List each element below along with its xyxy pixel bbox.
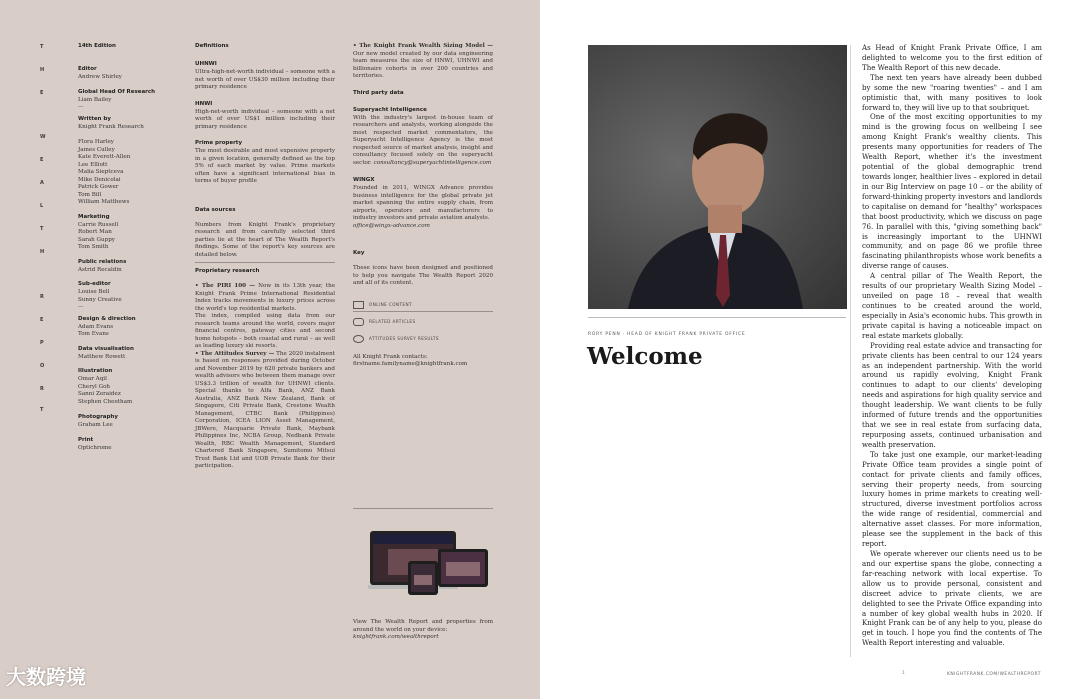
credit-name: Carrie Russell [78, 221, 119, 228]
credit-heading: Illustration [78, 368, 113, 374]
wingx-email[interactable]: office@wingx-advance.com [353, 222, 430, 229]
credit-name: Optichrome [78, 444, 112, 451]
credit-heading: Design & direction [78, 315, 136, 322]
link-icon [353, 318, 364, 326]
uhnwi-definition: Ultra-high-net-worth individual – someone with a net worth of over US$30 million including their primary residence [195, 69, 335, 90]
paragraph: As Head of Knight Frank Private Office, I am delighted to welcome you to the first edition of The Wealth Report of this new decade. [862, 43, 1042, 72]
credit-name: Adam Evans [78, 323, 114, 330]
watermark: 大数跨境 [6, 665, 86, 689]
title-letter: R [40, 294, 44, 300]
title-letter: A [40, 180, 44, 186]
paragraph: One of the most exciting opportunities to my mind is the growing focus on wellbeing I see among Knight Frank's wealthy clients. This presents many opportunities for readers of The Wealth Report, whether it's the investment potential of the global demographic trend towards longer, healthier lives – explored in detail in our Big Interview on page 10 – or the ability of forward-thinking property investors and landlords to capitalise on demand for "healthy" workspaces that boost productivity, which we discuss on page 76. In parallel with this, "giving something back" is increasingly important to the UHNWI community, and on page 86 we profile three fascinating philanthropists whose work benefits a diverse range of causes. [862, 112, 1042, 271]
credit-name: Flora Harley [78, 139, 114, 145]
paragraph: A central pillar of The Wealth Report, the results of our proprietary Wealth Sizing Model – unveiled on page 18 – reveal that wealth continues to be created around the world, especially in Asia's economic hubs. This growth in private capital is having a noticeable impact on real estate markets globally. [862, 271, 1042, 340]
credit-name: Matthew Rowett [78, 353, 126, 360]
attitudes-text [195, 351, 335, 471]
title-letter: T [40, 226, 44, 232]
credit-name: Graham Lee [78, 422, 113, 428]
credit-name: Cheryl Goh [78, 383, 111, 390]
credit-name: Omar Aqil [78, 376, 107, 382]
data-sources-text: Numbers from Knight Frank's proprietary research and from carefully selected third parties lie at the heart of The Wealth Report's findings. Some of the report's key sources are detailed below. [195, 221, 335, 258]
divider [195, 262, 335, 263]
divider-dash: — [78, 304, 84, 310]
view-note [353, 619, 493, 642]
credit-heading: Sub-editor [78, 281, 111, 287]
credit-heading: Written by [78, 115, 111, 122]
credit-name: Andrew Shirley [78, 74, 122, 80]
sizing-body: Our new model created by our data engineering team measures the size of HNWI, UHNWI and billionaire cohorts in over 200 countries and territories. [353, 50, 493, 79]
piri-body: Now in its 13th year, the Knight Frank Prime International Residential Index tracks movements in luxury prices across the world's top residential markets. [195, 283, 336, 312]
title-letter: P [40, 340, 44, 346]
credit-name: Robert Man [78, 229, 112, 235]
chart-icon [353, 335, 364, 343]
sizing-lead: • The Knight Frank Wealth Sizing Model — [353, 43, 493, 49]
credit-name: Sanni Zeraidez [78, 391, 121, 397]
credit-name: Stephen Cheetham [78, 398, 133, 405]
title-letter: W [40, 134, 46, 140]
page-number: 1 [902, 671, 905, 676]
piri-text-2: The index, compiled using data from our research teams around the world, covers major financial centres, gateway cities and second home hotspots – both coastal and rural – as well as leading luxury ski resorts. [195, 313, 335, 349]
title-letter: H [40, 249, 45, 255]
credit-heading: Marketing [78, 213, 110, 220]
credit-heading: Global Head Of Research [78, 88, 156, 95]
credit-name: Mike Denicolai [78, 176, 121, 183]
credit-name: Louise Bell [78, 289, 110, 295]
piri-lead: • The PIRI 100 — [195, 283, 255, 289]
title-letter: L [40, 203, 44, 209]
data-sources-heading: Data sources [195, 206, 236, 213]
credit-heading: Editor [78, 66, 97, 72]
title-letter: H [40, 67, 45, 73]
paragraph: Providing real estate advice and transacting for private clients has been central to our 124 years as an independent partnership. With the world around us rapidly evolving, Knight Frank continues to adapt to our clients' developing needs and aspirations for high quality service and thought leadership. We want clients to be fully informed of future trends and the opportunities that we see in real estate from surfacing data, repurposing assets, continued urbanisation and wealth preservation. [862, 340, 1042, 449]
credit-name: Patrick Gower [78, 184, 119, 190]
credit-name: Maïia Sieptceva [78, 169, 124, 175]
column-divider [850, 45, 851, 657]
superyacht-email[interactable]: consultancy@superyachtintelligence.com [373, 159, 492, 166]
view-url[interactable]: knightfrank.com/wealthreport [353, 634, 439, 640]
hnwi-heading: HNWI [195, 100, 213, 107]
credit-name: William Matthews [78, 199, 130, 205]
credit-name: Tom Smith [78, 244, 109, 250]
definitions-heading: Definitions [195, 43, 229, 49]
superyacht-heading: Superyacht Intelligence [353, 106, 427, 113]
wingx-heading: WINGX [353, 177, 375, 183]
uhnwi-heading: UHNWI [195, 61, 217, 67]
paragraph: We operate wherever our clients need us to be and our expertise spans the globe, connecting a far-reaching network with local expertise. To allow us to provide personal, consistent and discreet advice to private clients, we are delighted to see the Private Office expanding into a number of key global wealth hubs in 2020. If Knight Frank can be of any help to you, please do get in touch. I hope you find the contents of The Wealth Report interesting and valuable. [862, 549, 1042, 648]
attitudes-lead: • The Attitudes Survey — [195, 350, 275, 357]
credit-name: James Culley [78, 146, 115, 153]
credit-name: Tom Evans [78, 331, 109, 337]
third-party-column [353, 43, 493, 369]
title-letter: O [40, 363, 45, 369]
key-online-content: ONLINE CONTENT [353, 301, 493, 309]
key-attitudes-survey: ATTITUDES SURVEY RESULTS [353, 335, 493, 343]
title-letter: T [40, 407, 44, 413]
title-letter: T [40, 44, 44, 50]
piri-text [195, 283, 335, 313]
third-party-heading: Third party data [353, 89, 404, 96]
credit-name: Astrid Recaldin [78, 266, 122, 273]
devices-illustration [368, 527, 492, 597]
credit-name: Lee Elliott [78, 161, 108, 168]
credits-column [78, 43, 173, 452]
definitions-column [195, 43, 335, 471]
attitudes-body: The 2020 instalment is based on responses provided during October and November 2019 by 620 private bankers and wealth advisors who between them manage over US$3.3 trillion of wealth for UHNWI clients. Special thanks to Alfa Bank, ANZ Bank Australia, ANZ Bank New Zealand, Bank of Singapore, Citi Private Bank, Crestone Wealth Management, CTBC Bank (Philippines) Corporation, ICEA LION Asset Management, JBWere, Macquarie Private Bank, Maybank Philippines Inc, NCBA Group, Nedbank Private Wealth, RBC Wealth Management, Standard Chartered Bank Singapore, Sumitomo Mitsui Trust Bank Ltd and UOB Private Bank for their participation. [195, 350, 335, 469]
title-letter: R [40, 386, 44, 392]
contacts-label: All Knight Frank contacts: [353, 353, 428, 360]
key-related-articles: RELATED ARTICLES [353, 318, 493, 326]
title-letter: E [40, 90, 44, 96]
portrait-figure [588, 45, 847, 309]
credit-name: Liam Bailey [78, 96, 112, 103]
credit-heading: Print [78, 436, 94, 443]
monitor-icon [353, 301, 364, 309]
credit-name: Kate Everett-Allen [78, 154, 131, 160]
prime-heading: Prime property [195, 140, 243, 146]
wingx-text: Founded in 2011, WINGX Advance provides business intelligence for the global private jet market spanning the entire supply chain, from airports, operators and manufacturers to industry investors and private aviation analysts. [353, 185, 493, 221]
portrait-photo [588, 45, 847, 309]
key-heading: Key [353, 250, 365, 256]
credit-name: Sarah Guppy [78, 236, 115, 243]
title-letter: E [40, 157, 44, 163]
sizing-model-text [353, 43, 493, 81]
view-text: View The Wealth Report and properties from around the world on your device: [353, 619, 493, 633]
divider [353, 508, 493, 509]
divider [353, 311, 493, 312]
divider [588, 317, 846, 318]
superyacht-text: With the industry's largest in-house team of researchers and analysts, working alongside the most respected market commentators, the Superyacht Intelligence Agency is the most respected source of market analysis, insight and consultancy focused solely on the superyacht sector. consultancy@superyachtintelligence.com [353, 114, 493, 166]
credit-heading: 14th Edition [78, 43, 116, 49]
hnwi-definition: High-net-worth individual – someone with a net worth of over US$1 million including their primary residence [195, 108, 335, 130]
credit-heading: Photography [78, 414, 118, 420]
divider-dash: — [78, 104, 84, 110]
proprietary-heading: Proprietary research [195, 268, 260, 274]
page-title: Welcome [587, 343, 703, 370]
contacts-email[interactable]: firstname.familyname@knightfrank.com [353, 361, 468, 367]
paragraph: To take just one example, our market-leading Private Office team provides a single point of contact for private clients and family offices, serving their property needs, from sourcing luxury homes in prime markets to creating well-structured, diverse investment portfolios across the wide range of residential, commercial and alternative asset classes. For more information, please see the supplement in the back of this report. [862, 449, 1042, 549]
prime-definition: The most desirable and most expensive property in a given location, generally defined as the top 5% of each market by value. Prime markets often have a significant international bias in terms of buyer profile [195, 148, 335, 184]
title-letter: E [40, 317, 44, 323]
key-text: These icons have been designed and positioned to help you navigate The Wealth Report 2020 and all of its content. [353, 265, 493, 286]
credit-name: Tom Bill [78, 191, 102, 198]
paragraph: The next ten years have already been dubbed by some the new "roaring twenties" – and I am optimistic that, with many positives to look forward to, they will live up to that soubriquet. [862, 72, 1042, 112]
credit-heading: Public relations [78, 258, 127, 265]
credit-name: Sunny Creative [78, 296, 122, 303]
photo-caption: RORY PENN · HEAD OF KNIGHT FRANK PRIVATE OFFICE [588, 332, 746, 337]
welcome-body [862, 43, 1042, 648]
credit-name: Knight Frank Research [78, 123, 144, 130]
credit-heading: Data visualisation [78, 345, 134, 352]
footer-url[interactable]: KNIGHTFRANK.COM/WEALTHREPORT [947, 672, 1041, 677]
